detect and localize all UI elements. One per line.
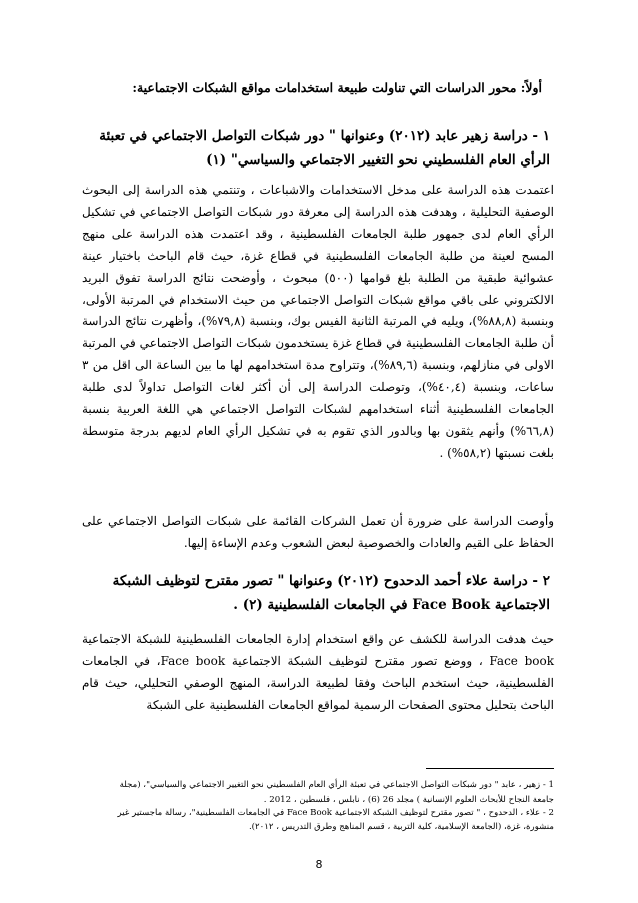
study1-body-text: اعتمدت هذه الدراسة على مدخل الاستخدامات والاشباعات ، وتنتمي هذه الدراسة إلى البحوث الوصفية التحليلية ، وهدفت هذه الدراسة إلى معرفة دور شبكات التواصل الاجتماعي في تشكيل الرأي العام لدى جمهور طلبة الجامعات الفلسطينية ، وقد اعتمدت هذه الدراسة على منهج المسح لعينة من طلبة الجامعات الفلسطينية في قطاع غزة، حيث قام الباحث باختيار عينة عشوائية طبقية من الطلبة بلغ قوامها (٥٠٠) مبحوث ، وأوضحت نتائج الدراسة تفوق البريد الالكتروني على باقي مواقع شبكات التواصل الاجتماعي من حيث الاستخدام في المرتبة الأولى، وبنسبة (٨٨,٨%)، ويليه في المرتبة الثانية الفيس بوك، وبنسبة (٧٩,٨%)، وأظهرت نتائج الدراسة أن طلبة الجامعات الفلسطينية في قطاع غزة يستخدمون شبكات التواصل الاجتماعي في المرتبة الاولى في منازلهم، وبنسبة (٨٩,٦%)، وتتراوح مدة استخدامهم لها ما بين الساعة الى اقل من ٣ ساعات، وبنسبة (٤٠,٤%)، وتوصلت الدراسة إلى أن أكثر لغات التواصل تداولاً لدى طلبة الجامعات الفلسطينية أثناء استخدامهم لشبكات التواصل الاجتماعي هي اللغة العربية بنسبة (٦٦,٨%) وأنهم يثقون بها وبالدور الذي تقوم به في تشكيل الرأي العام لديهم بدرجة متوسطة بلغت نسبتها (٥٨,٢%) .	[82, 183, 555, 460]
page-number: 8	[315, 858, 323, 871]
footnote-2-line1: 2 - علاء ، الدحدوح ، " تصور مقترح لتوظيف الشبكة الاجتماعية Face Book في الجامعات الفلسطينية"، رسالة ماجستير غير	[117, 808, 554, 818]
study2-heading-line1: ٢ - دراسة علاء أحمد الدحدوح (٢٠١٢) وعنوانها " تصور مقترح لتوظيف الشبكة	[112, 573, 550, 589]
footnote-2-line2: منشورة، غزة، (الجامعة الإسلامية، كلية التربية ، قسم المناهج وطرق التدريس ، ٢٠١٢).	[248, 822, 554, 832]
study1-body	[82, 180, 554, 465]
study1-heading-line2: الرأي العام الفلسطيني نحو التغيير الاجتماعي والسياسي" (١)	[206, 152, 550, 168]
footnote-1-line1: 1 - زهير ، عابد " دور شبكات التواصل الاجتماعي في تعبئة الرأي العام الفلسطيني نحو التغيير الاجتماعي والسياسي"، (مجلة	[119, 780, 554, 790]
study1-recommendation-text: وأوصت الدراسة على ضرورة أن تعمل الشركات القائمة على شبكات التواصل الاجتماعي على الحفاظ على القيم والعادات والخصوصية لبعض الشعوب وعدم الإساءة إليها.	[82, 514, 554, 550]
study2-heading-line2: الاجتماعية Face Book في الجامعات الفلسطينية (٢) .	[233, 597, 550, 613]
section-title: أولاً: محور الدراسات التي تناولت طبيعة استخدامات مواقع الشبكات الاجتماعية:	[132, 80, 542, 95]
footnote-divider	[426, 768, 554, 769]
footnote-1-line2: جامعة النجاح للأبحاث العلوم الإنسانية ) مجلد 26 (6) ، نابلس ، فلسطين ، 2012 .	[263, 795, 554, 805]
study2-body	[82, 629, 554, 717]
study1-recommendation	[82, 511, 554, 555]
study2-body-text: حيث هدفت الدراسة للكشف عن واقع استخدام إدارة الجامعات الفلسطينية للشبكة الاجتماعية Face book ، ووضع تصور مقترح لتوظيف الشبكة الاجتماعية Face book، في الجامعات الفلسطينية، حيث استخدم الباحث وفقا لطبيعة الدراسة، المنهج الوصفي التحليلي، حيث قام الباحث بتحليل محتوى الصفحات الرسمية لمواقع الجامعات الفلسطينية على الشبكة	[82, 632, 554, 712]
study1-heading-line1: ١ - دراسة زهير عابد (٢٠١٢) وعنوانها " دور شبكات التواصل الاجتماعي في تعبئة	[99, 128, 550, 144]
